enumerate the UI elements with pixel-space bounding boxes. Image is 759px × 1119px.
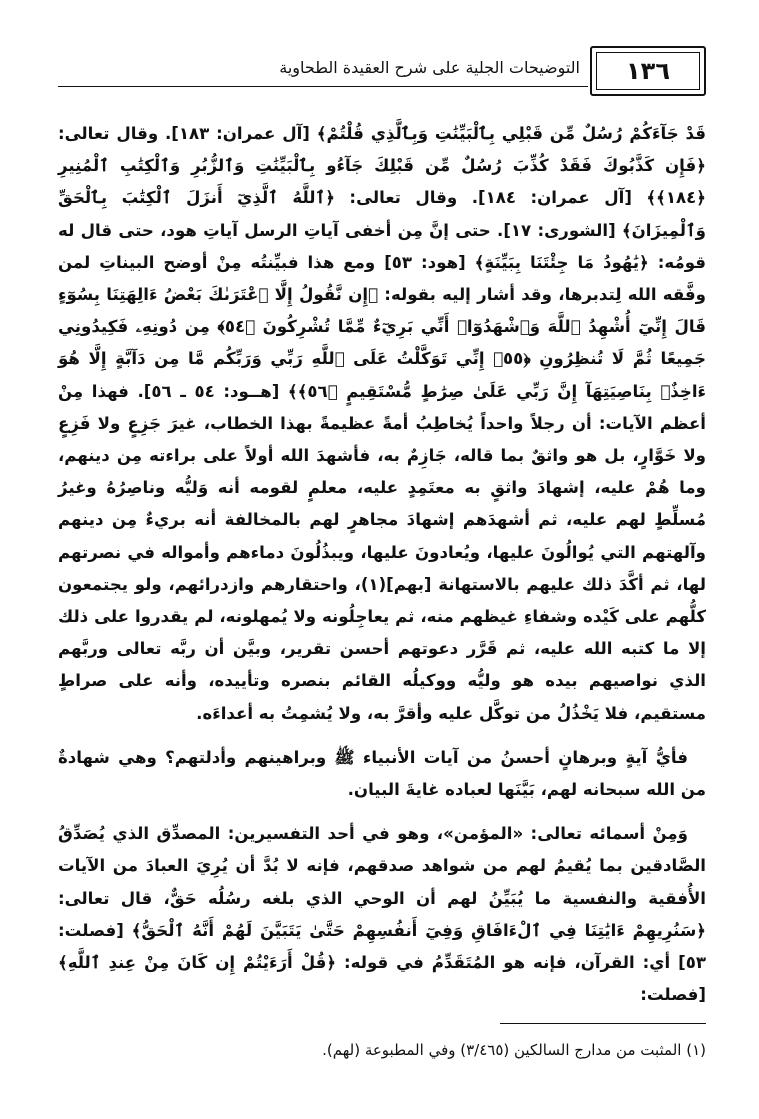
- paragraph: وَمِنْ أسمائه تعالى: «المؤمن»، وهو في أحد التفسيرين: المصدِّق الذي يُصَدِّقُ الصَّادقين بما يُقيمُ لهم من شواهد صدقهم، فإنه لا بُدَّ أن يُرِيَ العبادَ من الآيات الأُفقية والنفسية ما يُبَيِّنُ لهم أن الوحي الذي بلغه رسُلُه حَقٌّ، قال تعالى: ﴿سَنُرِيهِمْ ءَايَٰتِنَا فِي ٱلْءَافَاقِ وَفِيٓ أَنفُسِهِمْ حَتَّىٰ يَتَبَيَّنَ لَهُمْ أَنَّهُ ٱلْحَقُّ﴾ [فصلت: ٥٣] أي: القرآن، فإنه هو المُتَقَدِّمُ في قوله: ﴿قُلْ أَرَءَيْتُمْ إِن كَانَ مِنْ عِندِ ٱللَّهِ﴾ [فصلت:: [58, 824, 706, 1005]
- footnote: (١) المثبت من مدارج السالكين (٣/٤٦٥) وفي المطبوعة (لهم).: [322, 1041, 706, 1059]
- page-header: [58, 46, 706, 96]
- page-number: ١٣٦: [596, 52, 700, 90]
- running-title: التوضيحات الجلية على شرح العقيدة الطحاوية: [279, 58, 580, 77]
- footnote-rule: [500, 1023, 706, 1024]
- paragraph: فأيُّ آيةٍ وبرهانٍ أحسنُ من آيات الأنبياء ﷺ وبراهينهم وأدلتهم؟ وهي شهادةٌ من الله سبحانه لهم، بَيَّنَها لعباده غايةَ البيان.: [58, 747, 706, 800]
- page-number-frame: [590, 46, 706, 96]
- main-text: [58, 118, 706, 1011]
- paragraph: قَدْ جَآءَكُمْ رُسُلٌ مِّن قَبْلِي بِٱلْبَيِّنَٰتِ وَبِٱلَّذِي قُلْتُمْ﴾ [آل عمران: ١٨٣]. وقال تعالى: ﴿فَإِن كَذَّبُوكَ فَقَدْ كُذِّبَ رُسُلٌ مِّن قَبْلِكَ جَآءُو بِٱلْبَيِّنَٰتِ وَٱلزُّبُرِ وَٱلْكِتَٰبِ ٱلْمُنِيرِ ﴿١٨٤﴾﴾ [آل عمران: ١٨٤]. وقال تعالى: ﴿ٱللَّهُ ٱلَّذِيٓ أَنزَلَ ٱلْكِتَٰبَ بِٱلْحَقِّ وَٱلْمِيزَانَ﴾ [الشورى: ١٧]. حتى إنَّ مِن أخفى آياتِ الرسل آياتِ هود، حتى قال له قومُه: ﴿يَٰهُودُ مَا جِئْتَنَا بِبَيِّنَةٍ﴾ [هود: ٥٣] ومع هذا فبيِّنتُه مِنْ أوضح البيناتِ لمن وفَّقه الله لِتدبرها، وقد أشار إليه بقوله: ﴿إِن نَّقُولُ إِلَّا ٱعْتَرَىٰكَ بَعْضُ ءَالِهَتِنَا بِسُوٓءٍ قَالَ إِنِّيٓ أُشْهِدُ ٱللَّهَ وَٱشْهَدُوٓا۟ أَنِّي بَرِيٓءٌ مِّمَّا تُشْرِكُونَ ﴿٥٤﴾ مِن دُونِهِۦ فَكِيدُونِي جَمِيعًا ثُمَّ لَا تُنظِرُونِ ﴿٥٥﴾ إِنِّي تَوَكَّلْتُ عَلَى ٱللَّهِ رَبِّي وَرَبِّكُم مَّا مِن دَآبَّةٍ إِلَّا هُوَ ءَاخِذٌۢ بِنَاصِيَتِهَآ إِنَّ رَبِّي عَلَىٰ صِرَٰطٍ مُّسْتَقِيمٍ ﴿٥٦﴾﴾ [هــود: ٥٤ ـ ٥٦]. فهذا مِنْ أعظم الآيات: أن رجلاً واحداً يُخاطِبُ أمةً عظيمةً بهذا الخطاب، غيرَ جَزِعٍ ولا فَزِعٍ ولا خَوَّارٍ، بل هو واثقٌ بما قاله، جَازِمٌ به، فأشهدَ الله أولاً على براءته مِن دينهم، وما هُمْ عليه، إشهادَ واثقٍ به معتَمِدٍ عليه، معلمٍ لقومه أنه وَليُّه وناصِرُهُ وغيرُ مُسلِّطٍ لهم عليه، ثم أشهدَهم إشهادَ مجاهرٍ لهم بالمخالفة أنه بريءٌ مِن دينهم وآلهتهم التي يُوالُونَ عليها، ويُعادونَ عليها، ويبذُلُونَ دماءهم وأمواله في نصرتهم لها، ثم أكَّدَ ذلك عليهم بالاستهانة [بهم](١)، واحتقارهم وازدرائهم، ولو يجتمعون كلُّهم على كَيْده وشفاءِ غيظهم منه، ثم يعاجِلُونه ولا يُمهلونه، لم يقدروا على ذلك إلا ما كتبه الله عليه، ثم قَرَّر دعوتهم أحسن تقرير، وبيَّن أن ربَّه تعالى وربَّهم الذي نواصيهم بيده هو وليُّه ووكيلُه القائم بنصره وتأييده، وأنه على صراطٍ مستقيم، فلا يَخْذُلُ من توكَّل عليه وأقرَّ به، ولا يُشمِتُ به أعداءَه.: [58, 124, 707, 723]
- header-rule: [58, 86, 588, 87]
